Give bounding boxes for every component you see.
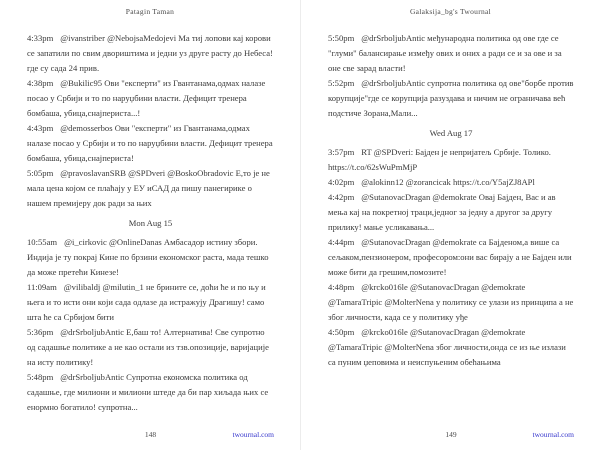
left-page-body	[0, 17, 300, 415]
tweet-text: @vilibaldj @milutin_1 не брините се, доћи ће и по њу и њега и то исти они који сада одлазе да истражују Драгишу! само шта ће са Србијом бити	[27, 282, 266, 322]
tweet-time: 11:09am	[27, 282, 57, 292]
tweet-entry	[27, 31, 274, 76]
tweet-text: @pravoslavanSRB @SPDveri @BoskoObradovic Е,то је не мала цена којом се плаћају у ЕУ иСАД да пишу панегирике о нашем премијеру док ради за њих	[27, 168, 270, 208]
twournal-link[interactable]: twournal.com	[532, 430, 574, 439]
tweet-entry	[27, 121, 274, 166]
tweet-entry	[27, 370, 274, 415]
tweet-entry	[328, 76, 574, 121]
right-page-body	[301, 17, 600, 370]
tweet-time: 4:02pm	[328, 177, 355, 187]
tweet-time: 4:44pm	[328, 237, 355, 247]
tweet-time: 5:52pm	[328, 78, 355, 88]
tweet-text: @drSrboljubAntic супротна политика од ове"борбе против корупције"где се корупција разуздава и ничим не ограничава већ подстиче Зорана,Мали...	[328, 78, 574, 118]
left-page-footer	[27, 430, 274, 441]
tweet-entry	[328, 190, 574, 235]
tweet-text: @SutanovacDragan @demokrate Овај Бајден, Вас и ав мења кај на покретној траци,једног за једну а другог за другу прилику! мање усликавања...	[328, 192, 556, 232]
tweet-time: 5:36pm	[27, 327, 54, 337]
tweet-entry	[27, 166, 274, 211]
twournal-link[interactable]: twournal.com	[232, 430, 274, 439]
right-page-header: Galaksija_bg's Twournal	[409, 7, 492, 16]
tweet-time: 4:33pm	[27, 33, 54, 43]
tweet-text: @drSrboljubAntic Е,баш то! Алтернатива! Све супротно од садашње политике а не као остали из тзв.опозиције, варијације на исту политику!	[27, 327, 269, 367]
tweet-text: @alokinn12 @zorancicak https://t.co/Y5ajZJ8APl	[361, 177, 535, 187]
tweet-text: @ivanstriber @NebojsaMedojevi Ма тиј лопови кај корови се запатили по свим двориштима и једни уз друге расту до Небеса! где су сада 24 прив.	[27, 33, 273, 73]
tweet-time: 4:48pm	[328, 282, 355, 292]
tweet-entry	[27, 325, 274, 370]
tweet-text: @Bukilic95 Ови "експерти" из Гвантанама,одмах налазе посао у Србији и то по наруџбини власти. Дефицит тренера бомбаша, убица,снајпериста...!	[27, 78, 266, 118]
date-separator: Mon Aug 15	[128, 218, 173, 228]
tweet-text: @drSrboljubAntic међународна политика од ове где се "глуми" балансирање између ових и оних а ради се и за ове и за оне све зарад власти!	[328, 33, 562, 73]
tweet-text: @SutanovacDragan @demokrate са Бајденом,а више са сељаком,пензионером, професором:они вас бирају а не Бајден или може бити да грешим,помозите!	[328, 237, 572, 277]
tweet-time: 5:48pm	[27, 372, 54, 382]
tweet-text: @krcko016le @SutanovacDragan @demokrate @TamaraTripic @MolterNena због личности,онда се из ње излази са пуним џеповима и неиспуњеним обећањима	[328, 327, 566, 367]
tweet-entry	[328, 235, 574, 280]
right-page-footer	[328, 430, 574, 441]
tweet-entry	[328, 175, 574, 190]
tweet-time: 3:57pm	[328, 147, 355, 157]
tweet-time: 4:50pm	[328, 327, 355, 337]
tweet-time: 5:05pm	[27, 168, 54, 178]
tweet-entry	[328, 280, 574, 325]
tweet-text: @demosserbos Ови "експерти" из Гвантанама,одмах налазе посао у Србији и то по наруџбини власти. Дефицит тренера бомбаша, убица,снајпериста!	[27, 123, 273, 163]
tweet-entry	[328, 145, 574, 175]
page-number: 148	[144, 430, 157, 439]
tweet-time: 10:55am	[27, 237, 58, 247]
tweet-time: 4:43pm	[27, 123, 54, 133]
tweet-text: @i_cirkovic @OnlineDanas Амбасадор истину збори. Индија је ту покрај Кине по брзини економског раста, мада тешко да може претећи Кинезе!	[27, 237, 269, 277]
left-page-header: Patagin Taman	[125, 7, 175, 16]
tweet-entry	[27, 280, 274, 325]
tweet-time: 4:38pm	[27, 78, 54, 88]
tweet-entry	[328, 325, 574, 370]
tweet-text: @krcko016le @SutanovacDragan @demokrate @TamaraTripic @MolterNena у политику се улази из принципа а не због личности, када се у политику уђе	[328, 282, 574, 322]
tweet-time: 4:42pm	[328, 192, 355, 202]
tweet-entry	[27, 235, 274, 280]
date-separator: Wed Aug 17	[429, 128, 473, 138]
page-number: 149	[445, 430, 457, 439]
tweet-time: 5:50pm	[328, 33, 355, 43]
tweet-text: @drSrboljubAntic Супротна економска политика од садашње, где милиони и милиони штеде да би пар хиљада њих се енормно богатило! супротна...	[27, 372, 269, 412]
tweet-text: RT @SPDveri: Бајден је непријатељ Србије. Толико. https://t.co/62sWuPmMjP	[328, 147, 551, 172]
tweet-entry	[27, 76, 274, 121]
tweet-entry	[328, 31, 574, 76]
page-right	[300, 0, 600, 450]
